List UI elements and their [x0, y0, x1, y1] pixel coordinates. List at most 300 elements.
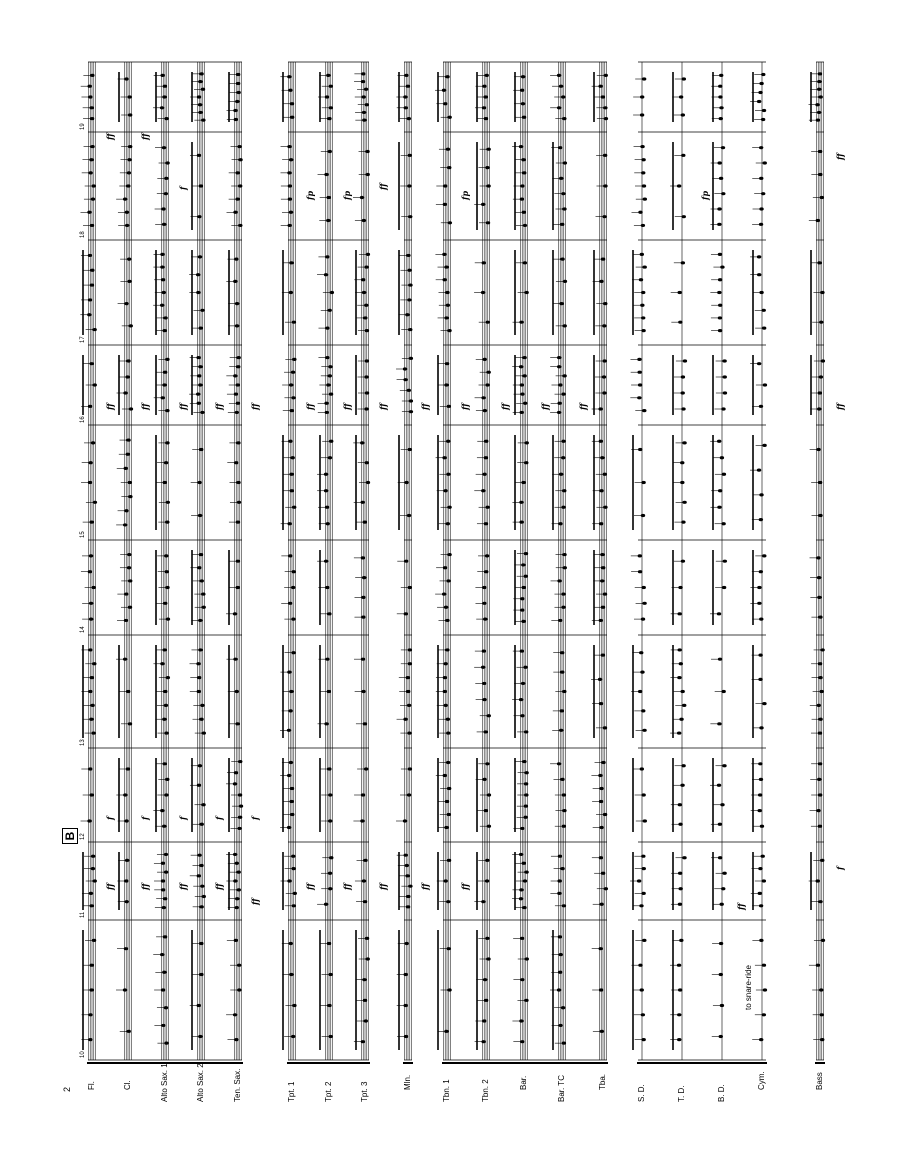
note-head: [602, 324, 606, 327]
note-head: [197, 374, 201, 377]
measure-number: 15: [80, 531, 86, 538]
note-head: [818, 481, 822, 484]
note-head: [600, 1030, 604, 1033]
note-head: [293, 892, 297, 895]
note-head: [197, 154, 201, 157]
note-head: [234, 258, 238, 261]
note-head: [641, 892, 645, 895]
note-head: [198, 103, 202, 106]
note-head: [125, 211, 129, 214]
note-head: [524, 771, 528, 774]
note-head: [521, 481, 525, 484]
note-head: [442, 253, 446, 256]
note-head: [89, 904, 93, 907]
note-head: [162, 648, 166, 651]
note-head: [161, 278, 165, 281]
note-head: [291, 1035, 295, 1038]
note-head: [405, 942, 409, 945]
note-head: [722, 872, 726, 875]
note-head: [816, 219, 820, 222]
note-head: [485, 762, 489, 765]
note-head: [722, 586, 726, 589]
note-head: [90, 283, 94, 286]
note-head: [638, 964, 642, 967]
note-head: [638, 211, 642, 214]
note-head: [604, 887, 608, 890]
note-head: [562, 117, 566, 120]
note-head: [235, 324, 239, 327]
note-head: [562, 489, 566, 492]
note-head: [604, 74, 608, 77]
note-head: [330, 291, 334, 294]
note-head: [366, 957, 370, 960]
note-head: [324, 473, 328, 476]
note-head: [560, 671, 564, 674]
note-head: [523, 261, 527, 264]
note-head: [163, 85, 167, 88]
note-head: [407, 269, 411, 272]
note-head: [123, 391, 127, 394]
dynamic-marking: fp: [305, 190, 315, 200]
note-head: [88, 767, 92, 770]
note-head: [234, 939, 238, 942]
note-head: [641, 709, 645, 712]
note-head: [520, 649, 524, 652]
note-head: [128, 579, 132, 582]
note-head: [642, 867, 646, 870]
note-head: [197, 854, 201, 857]
dynamic-marking: ff: [305, 883, 315, 890]
note-head: [325, 586, 329, 589]
note-head: [123, 988, 127, 991]
note-head: [404, 560, 408, 563]
note-head: [287, 171, 291, 174]
dynamic-marking: f: [835, 866, 845, 870]
note-head: [562, 1042, 566, 1045]
note-head: [482, 778, 486, 781]
note-head: [722, 473, 726, 476]
note-head: [524, 793, 528, 796]
note-head: [200, 309, 204, 312]
note-head: [125, 375, 129, 378]
note-head: [486, 321, 490, 324]
note-head: [238, 184, 242, 187]
note-head: [599, 619, 603, 622]
note-head: [93, 383, 97, 386]
note-head: [525, 441, 529, 444]
note-head: [164, 704, 168, 707]
note-head: [160, 265, 164, 268]
note-head: [485, 383, 489, 386]
note-head: [199, 72, 203, 75]
note-head: [326, 74, 330, 77]
note-head: [759, 904, 763, 907]
note-head: [819, 690, 823, 693]
note-head: [329, 106, 333, 109]
note-head: [407, 117, 411, 120]
note-head: [163, 897, 167, 900]
note-head: [197, 1004, 201, 1007]
note-head: [237, 827, 241, 830]
note-head: [126, 453, 130, 456]
note-head: [124, 77, 128, 80]
note-head: [447, 506, 451, 509]
note-head: [763, 383, 767, 386]
note-head: [404, 612, 408, 615]
note-head: [820, 291, 824, 294]
note-head: [557, 762, 561, 765]
note-head: [236, 560, 240, 563]
note-head: [641, 1013, 645, 1016]
note-head: [523, 816, 527, 819]
note-head: [640, 253, 644, 256]
note-head: [408, 648, 412, 651]
note-head: [642, 586, 646, 589]
note-head: [287, 224, 291, 227]
note-head: [519, 698, 523, 701]
note-head: [520, 714, 524, 717]
note-head: [363, 316, 367, 319]
note-head: [289, 690, 293, 693]
note-head: [678, 872, 682, 875]
note-head: [682, 501, 686, 504]
note-head: [562, 809, 566, 812]
note-head: [599, 856, 603, 859]
note-head: [561, 192, 565, 195]
note-head: [365, 329, 369, 332]
note-head: [292, 1004, 296, 1007]
note-head: [817, 88, 821, 91]
note-head: [443, 203, 447, 206]
note-head: [291, 371, 295, 374]
note-head: [406, 254, 410, 257]
note-head: [288, 198, 292, 201]
note-head: [599, 826, 603, 829]
note-head: [522, 906, 526, 909]
note-head: [288, 184, 292, 187]
note-head: [524, 291, 528, 294]
note-head: [124, 879, 128, 882]
note-head: [329, 393, 333, 396]
note-head: [519, 897, 523, 900]
note-head: [408, 154, 412, 157]
note-head: [642, 265, 646, 268]
note-head: [364, 265, 368, 268]
note-head: [363, 999, 367, 1002]
note-head: [365, 103, 369, 106]
note-head: [163, 316, 167, 319]
note-head: [759, 223, 763, 226]
note-head: [600, 553, 604, 556]
note-head: [820, 196, 824, 199]
note-head: [446, 579, 450, 582]
note-head: [557, 356, 561, 359]
note-head: [818, 150, 822, 153]
note-head: [364, 88, 368, 91]
note-head: [128, 495, 132, 498]
note-head: [446, 947, 450, 950]
note-head: [721, 522, 725, 525]
note-head: [561, 95, 565, 98]
note-head: [520, 393, 524, 396]
note-head: [129, 407, 133, 410]
note-head: [816, 119, 820, 122]
note-head: [236, 441, 240, 444]
note-head: [88, 481, 92, 484]
note-head: [445, 291, 449, 294]
note-head: [598, 774, 602, 777]
note-head: [324, 402, 328, 405]
note-head: [328, 819, 332, 822]
dynamic-marking: ff: [105, 883, 115, 890]
note-head: [443, 184, 447, 187]
dynamic-marking: ff: [378, 883, 388, 890]
note-head: [126, 690, 130, 693]
note-head: [364, 1019, 368, 1022]
note-head: [638, 554, 642, 557]
note-head: [448, 221, 452, 224]
note-head: [361, 72, 365, 75]
note-head: [291, 570, 295, 573]
dynamic-marking: ff: [378, 403, 388, 410]
note-head: [483, 730, 487, 733]
note-head: [287, 826, 291, 829]
note-head: [88, 405, 92, 408]
note-head: [486, 957, 490, 960]
note-head: [522, 356, 526, 359]
instrument-label: Bass: [815, 1072, 824, 1090]
instrument-label: Fl.: [87, 1081, 96, 1090]
note-head: [482, 85, 486, 88]
note-head: [524, 575, 528, 578]
note-head: [603, 154, 607, 157]
note-head: [289, 473, 293, 476]
note-head: [524, 871, 528, 874]
instrument-label: T. D.: [677, 1085, 686, 1102]
note-head: [759, 493, 763, 496]
note-head: [679, 95, 683, 98]
note-head: [235, 302, 239, 305]
note-head: [238, 816, 242, 819]
note-head: [637, 396, 641, 399]
note-head: [444, 383, 448, 386]
note-head: [404, 854, 408, 857]
note-head: [603, 592, 607, 595]
note-head: [482, 1019, 486, 1022]
note-head: [233, 109, 237, 112]
note-head: [521, 75, 525, 78]
note-head: [641, 514, 645, 517]
note-head: [197, 676, 201, 679]
note-head: [328, 365, 332, 368]
note-head: [290, 102, 294, 105]
note-head: [481, 666, 485, 669]
note-head: [238, 760, 242, 763]
measure-number: 11: [80, 911, 86, 918]
note-head: [200, 411, 204, 414]
note-head: [680, 481, 684, 484]
note-head: [238, 224, 242, 227]
note-head: [362, 111, 366, 114]
note-head: [408, 215, 412, 218]
note-head: [403, 95, 407, 98]
note-head: [599, 702, 603, 705]
note-head: [236, 481, 240, 484]
note-head: [327, 767, 331, 770]
note-head: [445, 75, 449, 78]
note-head: [447, 405, 451, 408]
note-head: [718, 856, 722, 859]
note-head: [721, 192, 725, 195]
note-head: [125, 900, 129, 903]
note-head: [679, 718, 683, 721]
note-head: [560, 258, 564, 261]
note-head: [762, 554, 766, 557]
note-head: [236, 356, 240, 359]
note-head: [290, 409, 294, 412]
note-head: [198, 1035, 202, 1038]
note-head: [233, 612, 237, 615]
note-head: [403, 367, 407, 370]
note-head: [126, 184, 130, 187]
note-head: [481, 489, 485, 492]
note-head: [816, 448, 820, 451]
note-head: [197, 566, 201, 569]
note-head: [198, 80, 202, 83]
note-head: [763, 161, 767, 164]
note-head: [291, 651, 295, 654]
note-head: [445, 362, 449, 365]
note-head: [484, 809, 488, 812]
note-head: [524, 805, 528, 808]
note-head: [640, 145, 644, 148]
note-head: [92, 328, 96, 331]
dynamic-marking: ff: [736, 903, 746, 910]
note-head: [325, 658, 329, 661]
note-head: [599, 800, 603, 803]
note-head: [324, 273, 328, 276]
note-head: [718, 253, 722, 256]
note-head: [484, 570, 488, 573]
note-head: [762, 964, 766, 967]
note-head: [558, 619, 562, 622]
note-head: [718, 489, 722, 492]
note-head: [197, 215, 201, 218]
note-head: [557, 879, 561, 882]
note-head: [560, 778, 564, 781]
note-head: [91, 441, 95, 444]
note-head: [292, 506, 296, 509]
note-head: [759, 177, 763, 180]
note-head: [326, 383, 330, 386]
note-head: [404, 74, 408, 77]
note-head: [444, 265, 448, 268]
instrument-label: Mln.: [403, 1074, 412, 1090]
note-head: [487, 714, 491, 717]
note-head: [681, 113, 685, 116]
note-head: [289, 261, 293, 264]
note-head: [408, 586, 412, 589]
note-head: [165, 778, 169, 781]
measure-number: 18: [80, 231, 86, 238]
note-head: [678, 803, 682, 806]
note-head: [408, 448, 412, 451]
note-head: [525, 957, 529, 960]
note-head: [681, 521, 685, 524]
note-head: [444, 662, 448, 665]
note-head: [681, 560, 685, 563]
note-head: [560, 867, 564, 870]
note-head: [444, 704, 448, 707]
note-head: [162, 825, 166, 828]
dynamic-marking: fp: [700, 190, 710, 200]
note-head: [718, 95, 722, 98]
dynamic-marking: ff: [835, 403, 845, 410]
note-head: [162, 762, 166, 765]
note-head: [196, 291, 200, 294]
note-head: [236, 586, 240, 589]
note-head: [287, 879, 291, 882]
note-head: [196, 356, 200, 359]
note-head: [638, 690, 642, 693]
note-head: [482, 106, 486, 109]
note-head: [364, 304, 368, 307]
note-head: [818, 676, 822, 679]
note-head: [637, 358, 641, 361]
note-head: [642, 77, 646, 80]
note-head: [679, 939, 683, 942]
note-head: [818, 825, 822, 828]
note-head: [720, 456, 724, 459]
note-head: [406, 905, 410, 908]
note-head: [236, 82, 240, 85]
note-head: [164, 192, 168, 195]
note-head: [758, 654, 762, 657]
note-head: [816, 879, 820, 882]
dynamic-marking: ff: [420, 403, 430, 410]
note-head: [817, 261, 821, 264]
note-head: [482, 602, 486, 605]
note-head: [87, 819, 91, 822]
note-head: [404, 1035, 408, 1038]
note-head: [677, 1013, 681, 1016]
note-head: [361, 616, 365, 619]
note-head: [325, 506, 329, 509]
note-head: [163, 371, 167, 374]
note-head: [558, 971, 562, 974]
note-head: [361, 596, 365, 599]
note-head: [235, 906, 239, 909]
note-head: [128, 722, 132, 725]
note-head: [641, 618, 645, 621]
note-head: [289, 211, 293, 214]
note-head: [520, 1040, 524, 1043]
note-head: [90, 145, 94, 148]
note-head: [482, 698, 486, 701]
note-head: [557, 402, 561, 405]
note-head: [446, 473, 450, 476]
note-head: [361, 658, 365, 661]
note-head: [602, 375, 606, 378]
note-head: [442, 456, 446, 459]
note-head: [290, 813, 294, 816]
note-head: [364, 407, 368, 410]
note-head: [325, 411, 329, 414]
note-head: [720, 265, 724, 268]
note-head: [443, 102, 447, 105]
note-head: [164, 731, 168, 734]
note-head: [89, 554, 93, 557]
